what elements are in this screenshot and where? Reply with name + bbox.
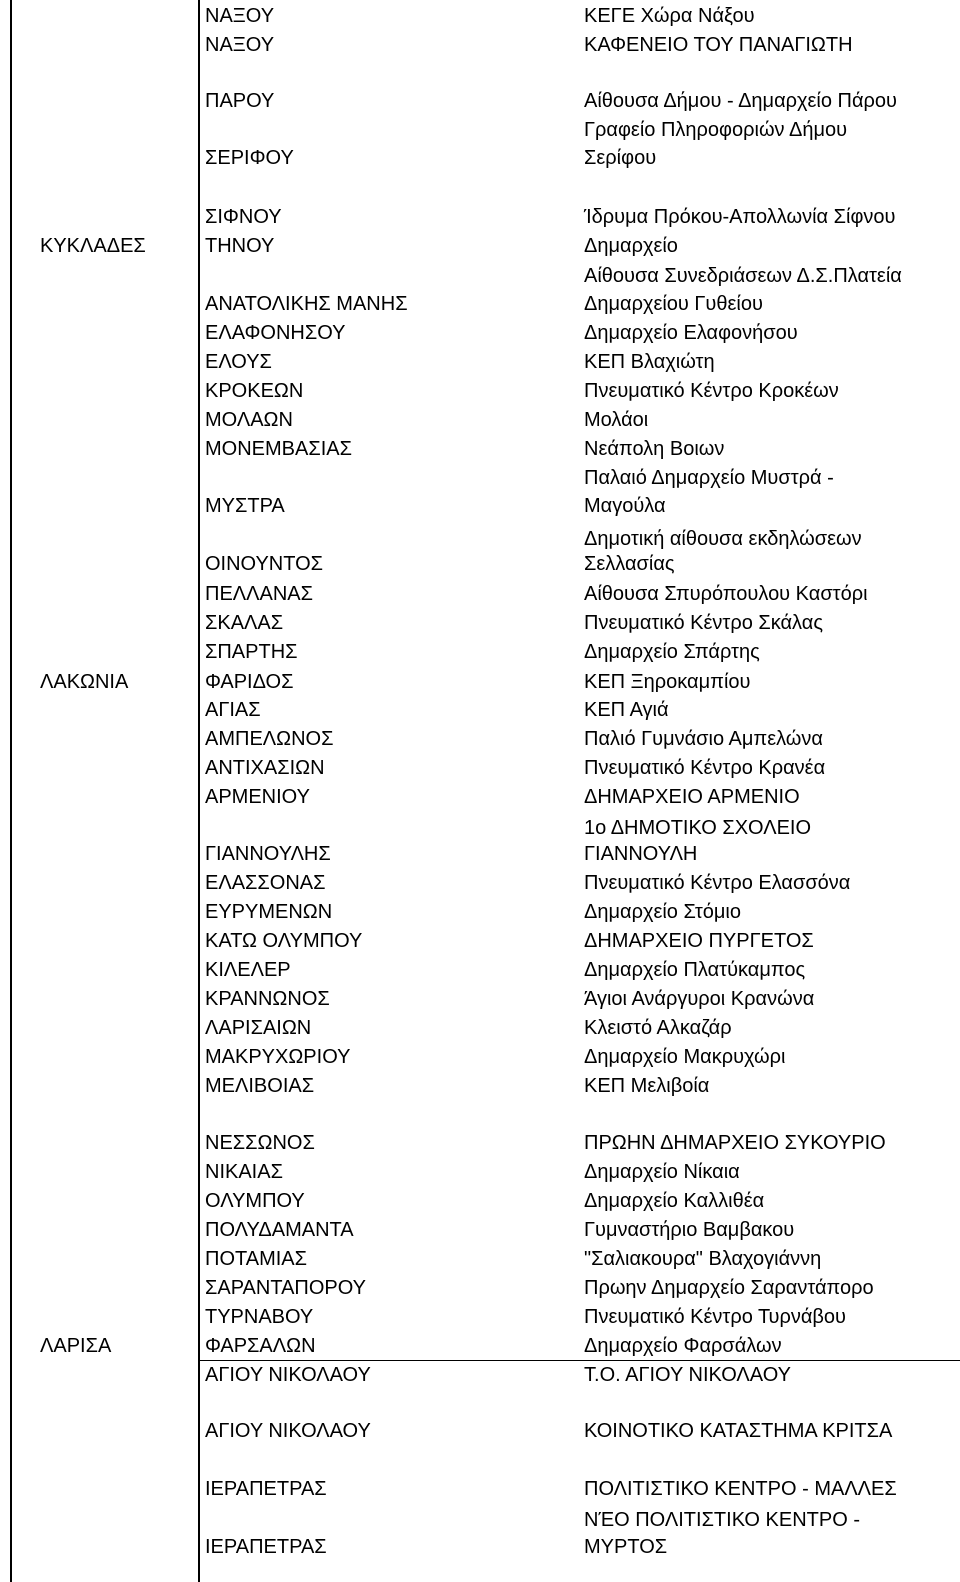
venue-cell: ΜΥΡΤΟΣ xyxy=(584,1536,668,1558)
column-divider xyxy=(198,0,200,1582)
municipality-cell: ΜΕΛΙΒΟΙΑΣ xyxy=(205,1075,315,1097)
municipality-cell: ΠΕΛΛΑΝΑΣ xyxy=(205,583,313,605)
region-cell: ΛΑΚΩΝΙΑ xyxy=(40,671,129,693)
municipality-cell: ΣΙΦΝΟΥ xyxy=(205,206,282,228)
municipality-cell: ΚΑΤΩ ΟΛΥΜΠΟΥ xyxy=(205,930,363,952)
municipality-cell: ΦΑΡΣΑΛΩΝ xyxy=(205,1335,316,1357)
venue-cell: Δημοτική αίθουσα εκδηλώσεων xyxy=(584,528,862,550)
venue-cell: ΓΙΑΝΝΟΥΛΗ xyxy=(584,843,698,865)
venue-cell: Δημαρχείο Καλλιθέα xyxy=(584,1190,765,1212)
municipality-cell: ΙΕΡΑΠΕΤΡΑΣ xyxy=(205,1478,327,1500)
municipality-cell: ΜΟΝΕΜΒΑΣΙΑΣ xyxy=(205,438,352,460)
municipality-cell: ΚΡΟΚΕΩΝ xyxy=(205,380,304,402)
venue-cell: Γυμναστήριο Βαμβακου xyxy=(584,1219,795,1241)
venue-cell: ΚΕΠ Βλαχιώτη xyxy=(584,351,715,373)
venue-cell: Τ.Ο. ΑΓΙΟΥ ΝΙΚΟΛΑΟΥ xyxy=(584,1364,791,1386)
venue-cell: Δημαρχείο Ελαφονήσου xyxy=(584,322,798,344)
municipality-cell: ΣΚΑΛΑΣ xyxy=(205,612,284,634)
venue-cell: ΚΟΙΝΟΤΙΚΟ ΚΑΤΑΣΤΗΜΑ ΚΡΙΤΣΑ xyxy=(584,1420,893,1442)
municipality-cell: ΑΡΜΕΝΙΟΥ xyxy=(205,786,310,808)
venue-cell: Παλαιό Δημαρχείο Μυστρά - xyxy=(584,467,834,489)
venue-cell: "Σαλιακουρα" Βλαχογιάννη xyxy=(584,1248,822,1270)
municipality-cell: ΜΑΚΡΥΧΩΡΙΟΥ xyxy=(205,1046,351,1068)
venue-cell: ΚΕΠ Αγιά xyxy=(584,699,669,721)
left-border xyxy=(10,0,12,1582)
venue-cell: Παλιό Γυμνάσιο Αμπελώνα xyxy=(584,728,823,750)
municipality-cell: ΜΟΛΑΩΝ xyxy=(205,409,293,431)
venue-cell: Δημαρχείο Πλατύκαμπος xyxy=(584,959,806,981)
venue-cell: ΠΡΩΗΝ ΔΗΜΑΡΧΕΙΟ ΣΥΚΟΥΡΙΟ xyxy=(584,1132,886,1154)
venue-cell: ΠΟΛΙΤΙΣΤΙΚΟ ΚΕΝΤΡΟ - ΜΑΛΛΕΣ xyxy=(584,1478,897,1500)
venue-cell: Ίδρυμα Πρόκου-Απολλωνία Σίφνου xyxy=(584,206,896,228)
venue-cell: ΚΕΠ Ξηροκαμπίου xyxy=(584,671,751,693)
venue-cell: Πρωην Δημαρχείο Σαραντάπορο xyxy=(584,1277,874,1299)
venue-cell: Αίθουσα Συνεδριάσεων Δ.Σ.Πλατεία xyxy=(584,265,902,287)
venue-cell: Σερίφου xyxy=(584,147,657,169)
venue-cell: Πνευματικό Κέντρο Κροκέων xyxy=(584,380,839,402)
municipality-cell: ΣΠΑΡΤΗΣ xyxy=(205,641,298,663)
venue-cell: Γραφείο Πληροφοριών Δήμου xyxy=(584,119,848,141)
venue-cell: Μαγούλα xyxy=(584,495,666,517)
venue-cell: Αίθουσα Δήμου - Δημαρχείο Πάρου xyxy=(584,90,897,112)
venue-cell: Δημαρχείο Φαρσάλων xyxy=(584,1335,782,1357)
municipality-cell: ΟΛΥΜΠΟΥ xyxy=(205,1190,305,1212)
venue-cell: Πνευματικό Κέντρο Ελασσόνα xyxy=(584,872,851,894)
venue-cell: Δημαρχείο xyxy=(584,235,678,257)
municipality-cell: ΤΗΝΟΥ xyxy=(205,235,275,257)
municipality-cell: ΕΛΑΣΣΟΝΑΣ xyxy=(205,872,326,894)
venue-cell: Άγιοι Ανάργυροι Κρανώνα xyxy=(584,988,815,1010)
municipality-cell: ΑΓΙΟΥ ΝΙΚΟΛΑΟΥ xyxy=(205,1364,371,1386)
venue-cell: Πνευματικό Κέντρο Κρανέα xyxy=(584,757,826,779)
venue-cell: Δημαρχείο Μακρυχώρι xyxy=(584,1046,786,1068)
municipality-cell: ΙΕΡΑΠΕΤΡΑΣ xyxy=(205,1536,327,1558)
venue-cell: Αίθουσα Σπυρόπουλου Καστόρι xyxy=(584,583,868,605)
municipality-cell: ΚΙΛΕΛΕΡ xyxy=(205,959,291,981)
municipality-cell: ΠΑΡΟΥ xyxy=(205,90,275,112)
municipality-cell: ΝΑΞΟΥ xyxy=(205,34,275,56)
venue-cell: Μολάοι xyxy=(584,409,649,431)
venue-cell: Δημαρχείου Γυθείου xyxy=(584,293,763,315)
municipality-cell: ΕΛΟΥΣ xyxy=(205,351,272,373)
venue-cell: Σελλασίας xyxy=(584,553,675,575)
venue-cell: ΚΕΓΕ Χώρα Νάξου xyxy=(584,5,755,27)
venue-cell: ΔΗΜΑΡΧΕΙΟ ΑΡΜΕΝΙΟ xyxy=(584,786,800,808)
municipality-cell: ΦΑΡΙΔΟΣ xyxy=(205,671,294,693)
municipality-cell: ΕΛΑΦΟΝΗΣΟΥ xyxy=(205,322,346,344)
venue-cell: ΚΑΦΕΝΕΙΟ ΤΟΥ ΠΑΝΑΓΙΩΤΗ xyxy=(584,34,853,56)
municipality-cell: ΣΑΡΑΝΤΑΠΟΡΟΥ xyxy=(205,1277,367,1299)
municipality-cell: ΜΥΣΤΡΑ xyxy=(205,495,285,517)
municipality-cell: ΓΙΑΝΝΟΥΛΗΣ xyxy=(205,843,331,865)
venue-cell: Δημαρχείο Νίκαια xyxy=(584,1161,740,1183)
region-cell: ΛΑΡΙΣΑ xyxy=(40,1335,112,1357)
municipality-cell: ΠΟΤΑΜΙΑΣ xyxy=(205,1248,307,1270)
venue-cell: Πνευματικό Κέντρο Τυρνάβου xyxy=(584,1306,846,1328)
venue-cell: ΝΈΟ ΠΟΛΙΤΙΣΤΙΚΟ ΚΕΝΤΡΟ - xyxy=(584,1509,860,1531)
municipality-cell: ΤΥΡΝΑΒΟΥ xyxy=(205,1306,314,1328)
venue-cell: Δημαρχείο Σπάρτης xyxy=(584,641,760,663)
municipality-cell: ΚΡΑΝΝΩΝΟΣ xyxy=(205,988,330,1010)
municipality-cell: ΝΑΞΟΥ xyxy=(205,5,275,27)
municipality-cell: ΑΝΑΤΟΛΙΚΗΣ ΜΑΝΗΣ xyxy=(205,293,408,315)
venue-cell: 1ο ΔΗΜΟΤΙΚΟ ΣΧΟΛΕΙΟ xyxy=(584,817,812,839)
row-divider xyxy=(198,1360,960,1361)
municipality-cell: ΛΑΡΙΣΑΙΩΝ xyxy=(205,1017,312,1039)
venue-cell: Κλειστό Αλκαζάρ xyxy=(584,1017,732,1039)
municipality-cell: ΑΜΠΕΛΩΝΟΣ xyxy=(205,728,334,750)
municipality-cell: ΟΙΝΟΥΝΤΟΣ xyxy=(205,553,324,575)
municipality-cell: ΑΓΙΟΥ ΝΙΚΟΛΑΟΥ xyxy=(205,1420,371,1442)
venue-cell: ΚΕΠ Μελιβοία xyxy=(584,1075,710,1097)
venue-cell: Νεάπολη Βοιων xyxy=(584,438,725,460)
venue-cell: Πνευματικό Κέντρο Σκάλας xyxy=(584,612,823,634)
municipality-cell: ΑΝΤΙΧΑΣΙΩΝ xyxy=(205,757,325,779)
municipality-cell: ΝΙΚΑΙΑΣ xyxy=(205,1161,283,1183)
municipality-cell: ΕΥΡΥΜΕΝΩΝ xyxy=(205,901,333,923)
region-cell: ΚΥΚΛΑΔΕΣ xyxy=(40,235,146,257)
municipality-cell: ΝΕΣΣΩΝΟΣ xyxy=(205,1132,315,1154)
venue-cell: ΔΗΜΑΡΧΕΙΟ ΠΥΡΓΕΤΟΣ xyxy=(584,930,814,952)
venue-cell: Δημαρχείο Στόμιο xyxy=(584,901,742,923)
municipality-cell: ΣΕΡΙΦΟΥ xyxy=(205,147,294,169)
municipality-cell: ΠΟΛΥΔΑΜΑΝΤΑ xyxy=(205,1219,354,1241)
municipality-cell: ΑΓΙΑΣ xyxy=(205,699,261,721)
